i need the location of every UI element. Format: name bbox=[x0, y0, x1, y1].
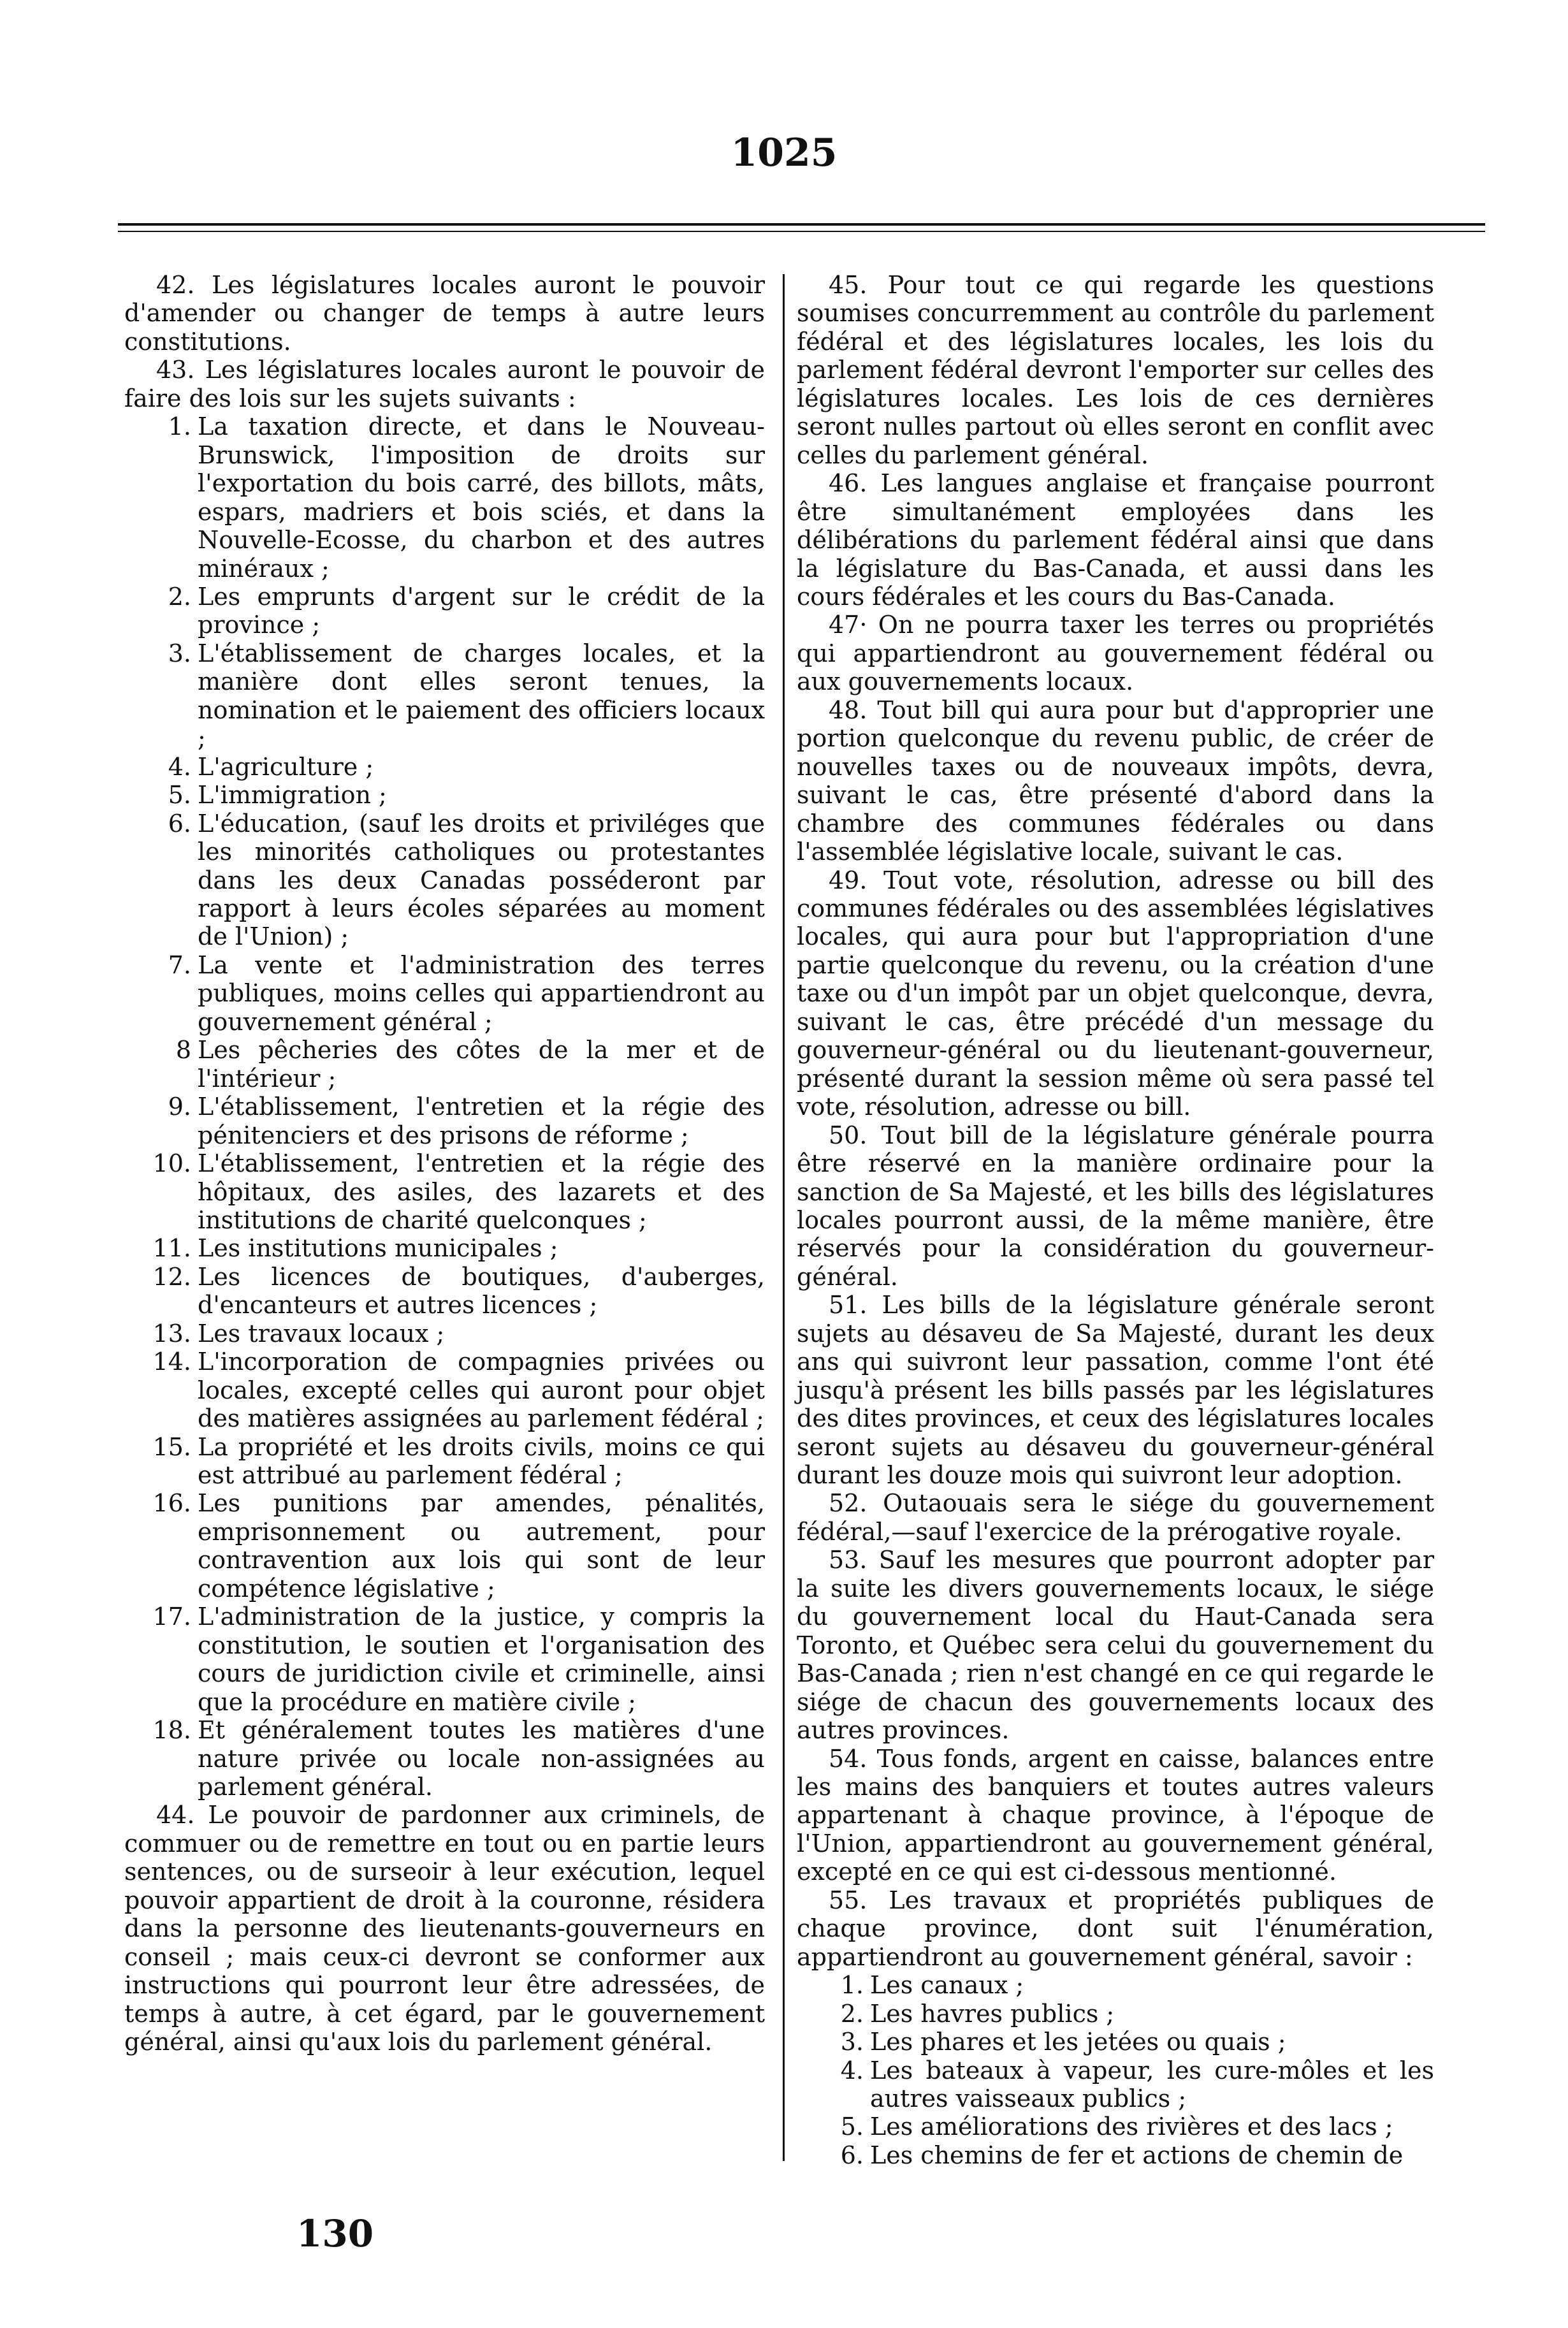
item-number: 15. bbox=[152, 1432, 191, 1461]
article-44: 44. Le pouvoir de pardonner aux criminels, de commuer ou de remettre en tout ou en partie leurs sentences, ou de surseoir à leur exécution, lequel pouvoir appartient de droit à la couronne, résidera dans la personne des lieutenants-gouverneurs en conseil ; mais ceux-ci devront se conformer aux instructions qui pourront leur être adressées, de temps à autre, à cet égard, par le gouvernement général, ainsi qu'aux lois du parlement général. bbox=[124, 1801, 765, 2056]
list-item bbox=[124, 1036, 765, 1093]
item-number: 16. bbox=[152, 1489, 191, 1518]
list-item bbox=[124, 753, 765, 781]
list-item bbox=[797, 2056, 1434, 2113]
item-text: L'agriculture ; bbox=[198, 752, 374, 781]
list-item bbox=[124, 1320, 765, 1348]
item-text: La vente et l'administration des terres publiques, moins celles qui appartiendront au gouvernement général ; bbox=[198, 950, 765, 1036]
article-51: 51. Les bills de la législature générale seront sujets au désaveu de Sa Majesté, durant les deux ans qui suivront leur passation, comme l'ont été jusqu'à présent les bills passés par les législatures des dites provinces, et ceux des législatures locales seront sujets au désaveu du gouverneur-général durant les douze mois qui suivront leur adoption. bbox=[797, 1291, 1434, 1490]
item-text: L'administration de la justice, y compris la constitution, le soutien et l'organisation des cours de juridiction civile et criminelle, ainsi que la procédure en matière civile ; bbox=[198, 1603, 765, 1716]
list-item bbox=[797, 2000, 1434, 2028]
list-item bbox=[797, 2141, 1434, 2169]
item-text: Les institutions municipales ; bbox=[198, 1234, 558, 1263]
list-item bbox=[124, 781, 765, 809]
article-50: 50. Tout bill de la législature générale pourra être réservé en la manière ordinaire pour la sanction de Sa Majesté, et les bills des législatures locales pourront aussi, de la même manière, être réservés pour la considération du gouverneur-général. bbox=[797, 1121, 1434, 1291]
item-number: 4. bbox=[840, 2056, 864, 2084]
item-number: 5. bbox=[840, 2113, 864, 2141]
item-number: 6. bbox=[168, 809, 191, 838]
item-number: 14. bbox=[152, 1348, 191, 1376]
item-number: 2. bbox=[168, 582, 191, 611]
item-text: Les pêcheries des côtes de la mer et de l'intérieur ; bbox=[198, 1036, 765, 1093]
item-number: 7. bbox=[168, 950, 191, 979]
item-text: L'incorporation de compagnies privées ou locales, excepté celles qui auront pour objet des matières assignées au parlement fédéral ; bbox=[198, 1348, 765, 1433]
item-number: 11. bbox=[152, 1234, 191, 1263]
article-52: 52. Outaouais sera le siége du gouvernement fédéral,—sauf l'exercice de la prérogative royale. bbox=[797, 1489, 1434, 1546]
article-49: 49. Tout vote, résolution, adresse ou bill des communes fédérales ou des assemblées législatives locales, qui aura pour but l'appropriation d'une partie quelconque du revenu, ou la création d'une taxe ou d'un impôt par un objet quelconque, devra, suivant le cas, être précédé d'un message du gouverneur-général ou du lieutenant-gouverneur, présenté durant la session même où sera passé tel vote, résolution, adresse ou bill. bbox=[797, 866, 1434, 1121]
list-item bbox=[124, 412, 765, 583]
list-item bbox=[124, 1234, 765, 1262]
article-55: 55. Les travaux et propriétés publiques de chaque province, dont suit l'énumération, appartiendront au gouvernement général, savoir : bbox=[797, 1886, 1434, 1971]
item-text: Les améliorations des rivières et des lacs ; bbox=[870, 2113, 1393, 2141]
item-number: 12. bbox=[152, 1262, 191, 1291]
item-text: La taxation directe, et dans le Nouveau-Brunswick, l'imposition de droits sur l'exportation du bois carré, des billots, mâts, espars, madriers et bois sciés, et dans la Nouvelle-Ecosse, du charbon et des autres minéraux ; bbox=[198, 412, 765, 583]
article-48: 48. Tout bill qui aura pour but d'approprier une portion quelconque du revenu public, de créer de nouvelles taxes ou de nouveaux impôts, devra, suivant le cas, être présenté d'abord dans la chambre des communes fédérales ou dans l'assemblée législative locale, suivant le cas. bbox=[797, 695, 1434, 866]
item-text: Les travaux locaux ; bbox=[198, 1319, 445, 1348]
item-text: Les punitions par amendes, pénalités, emprisonnement ou autrement, pour contravention aux lois qui sont de leur compétence législative ; bbox=[198, 1489, 765, 1603]
item-text: Et généralement toutes les matières d'une nature privée ou locale non-assignées au parlement général. bbox=[198, 1716, 765, 1801]
article-42: 42. Les législatures locales auront le pouvoir d'amender ou changer de temps à autre leurs constitutions. bbox=[124, 271, 765, 356]
item-text: L'établissement de charges locales, et la manière dont elles seront tenues, la nomination et le paiement des officiers locaux ; bbox=[198, 639, 765, 753]
item-text: L'établissement, l'entretien et la régie des hôpitaux, des asiles, des lazarets et des institutions de charité quelconques ; bbox=[198, 1149, 765, 1234]
header-rule bbox=[118, 223, 1485, 226]
item-text: L'immigration ; bbox=[198, 781, 387, 810]
article-46: 46. Les langues anglaise et française pourront être simultanément employées dans les délibérations du parlement fédéral ainsi que dans la législature du Bas-Canada, et aussi dans les cours fédérales et les cours du Bas-Canada. bbox=[797, 469, 1434, 611]
header-rule-thin bbox=[118, 231, 1485, 232]
list-item bbox=[124, 639, 765, 753]
item-number: 8 bbox=[175, 1036, 191, 1065]
item-number: 10. bbox=[152, 1149, 191, 1178]
item-number: 9. bbox=[168, 1093, 191, 1121]
list-item bbox=[797, 2113, 1434, 2141]
list-item bbox=[797, 1971, 1434, 1999]
item-text: Les havres publics ; bbox=[870, 1999, 1115, 2028]
signature-mark: 130 bbox=[296, 2212, 374, 2255]
item-number: 4. bbox=[168, 752, 191, 781]
list-item bbox=[124, 951, 765, 1036]
item-number: 5. bbox=[168, 781, 191, 810]
right-column bbox=[797, 271, 1434, 2169]
list-item bbox=[797, 2028, 1434, 2056]
article-47: 47· On ne pourra taxer les terres ou propriétés qui appartiendront au gouvernement fédéral ou aux gouvernements locaux. bbox=[797, 611, 1434, 696]
list-item bbox=[124, 1348, 765, 1432]
list-item bbox=[124, 1093, 765, 1149]
item-number: 1. bbox=[168, 412, 191, 441]
article-43: 43. Les législatures locales auront le pouvoir de faire des lois sur les sujets suivants : bbox=[124, 356, 765, 412]
item-text: Les licences de boutiques, d'auberges, d'encanteurs et autres licences ; bbox=[198, 1262, 765, 1320]
article-45: 45. Pour tout ce qui regarde les questions soumises concurremment au contrôle du parlement fédéral et des législatures locales, les lois du parlement fédéral devront l'emporter sur celles des législatures locales. Les lois de ces dernières seront nulles partout où elles seront en conflit avec celles du parlement général. bbox=[797, 271, 1434, 469]
article-55-list bbox=[797, 1971, 1434, 2169]
list-item bbox=[124, 810, 765, 951]
article-43-list bbox=[124, 412, 765, 1801]
list-item bbox=[124, 1603, 765, 1716]
item-number: 6. bbox=[840, 2141, 864, 2169]
column-divider bbox=[783, 274, 785, 2161]
item-number: 17. bbox=[152, 1603, 191, 1631]
item-text: Les bateaux à vapeur, les cure-môles et les autres vaisseaux publics ; bbox=[870, 2056, 1434, 2113]
left-column bbox=[124, 271, 765, 2056]
list-item bbox=[124, 1489, 765, 1603]
item-text: Les chemins de fer et actions de chemin de bbox=[870, 2141, 1404, 2169]
item-number: 1. bbox=[840, 1971, 864, 2000]
list-item bbox=[124, 1433, 765, 1490]
page-number: 1025 bbox=[730, 131, 838, 175]
list-item bbox=[124, 1263, 765, 1320]
item-text: L'établissement, l'entretien et la régie des pénitenciers et des prisons de réforme ; bbox=[198, 1093, 765, 1149]
item-text: L'éducation, (sauf les droits et priviléges que les minorités catholiques ou protestantes dans les deux Canadas posséderont par rapport à leurs écoles séparées au moment de l'Union) ; bbox=[198, 809, 765, 951]
list-item bbox=[124, 1716, 765, 1801]
item-number: 13. bbox=[152, 1319, 191, 1348]
item-text: Les canaux ; bbox=[870, 1971, 1024, 2000]
item-text: Les phares et les jetées ou quais ; bbox=[870, 2028, 1286, 2056]
article-54: 54. Tous fonds, argent en caisse, balances entre les mains des banquiers et toutes autres valeurs appartenant à chaque province, à l'époque de l'Union, appartiendront au gouvernement général, excepté en ce qui est ci-dessous mentionné. bbox=[797, 1744, 1434, 1886]
item-text: La propriété et les droits civils, moins ce qui est attribué au parlement fédéral ; bbox=[198, 1432, 765, 1490]
item-number: 18. bbox=[152, 1716, 191, 1745]
article-53: 53. Sauf les mesures que pourront adopter par la suite les divers gouvernements locaux, le siége du gouvernement local du Haut-Canada sera Toronto, et Québec sera celui du gouvernement du Bas-Canada ; rien n'est changé en ce qui regarde le siége de chacun des gouvernements locaux des autres provinces. bbox=[797, 1546, 1434, 1745]
item-number: 2. bbox=[840, 1999, 864, 2028]
item-text: Les emprunts d'argent sur le crédit de la province ; bbox=[198, 582, 765, 639]
list-item bbox=[124, 1149, 765, 1234]
item-number: 3. bbox=[168, 639, 191, 667]
list-item bbox=[124, 583, 765, 639]
item-number: 3. bbox=[840, 2028, 864, 2056]
